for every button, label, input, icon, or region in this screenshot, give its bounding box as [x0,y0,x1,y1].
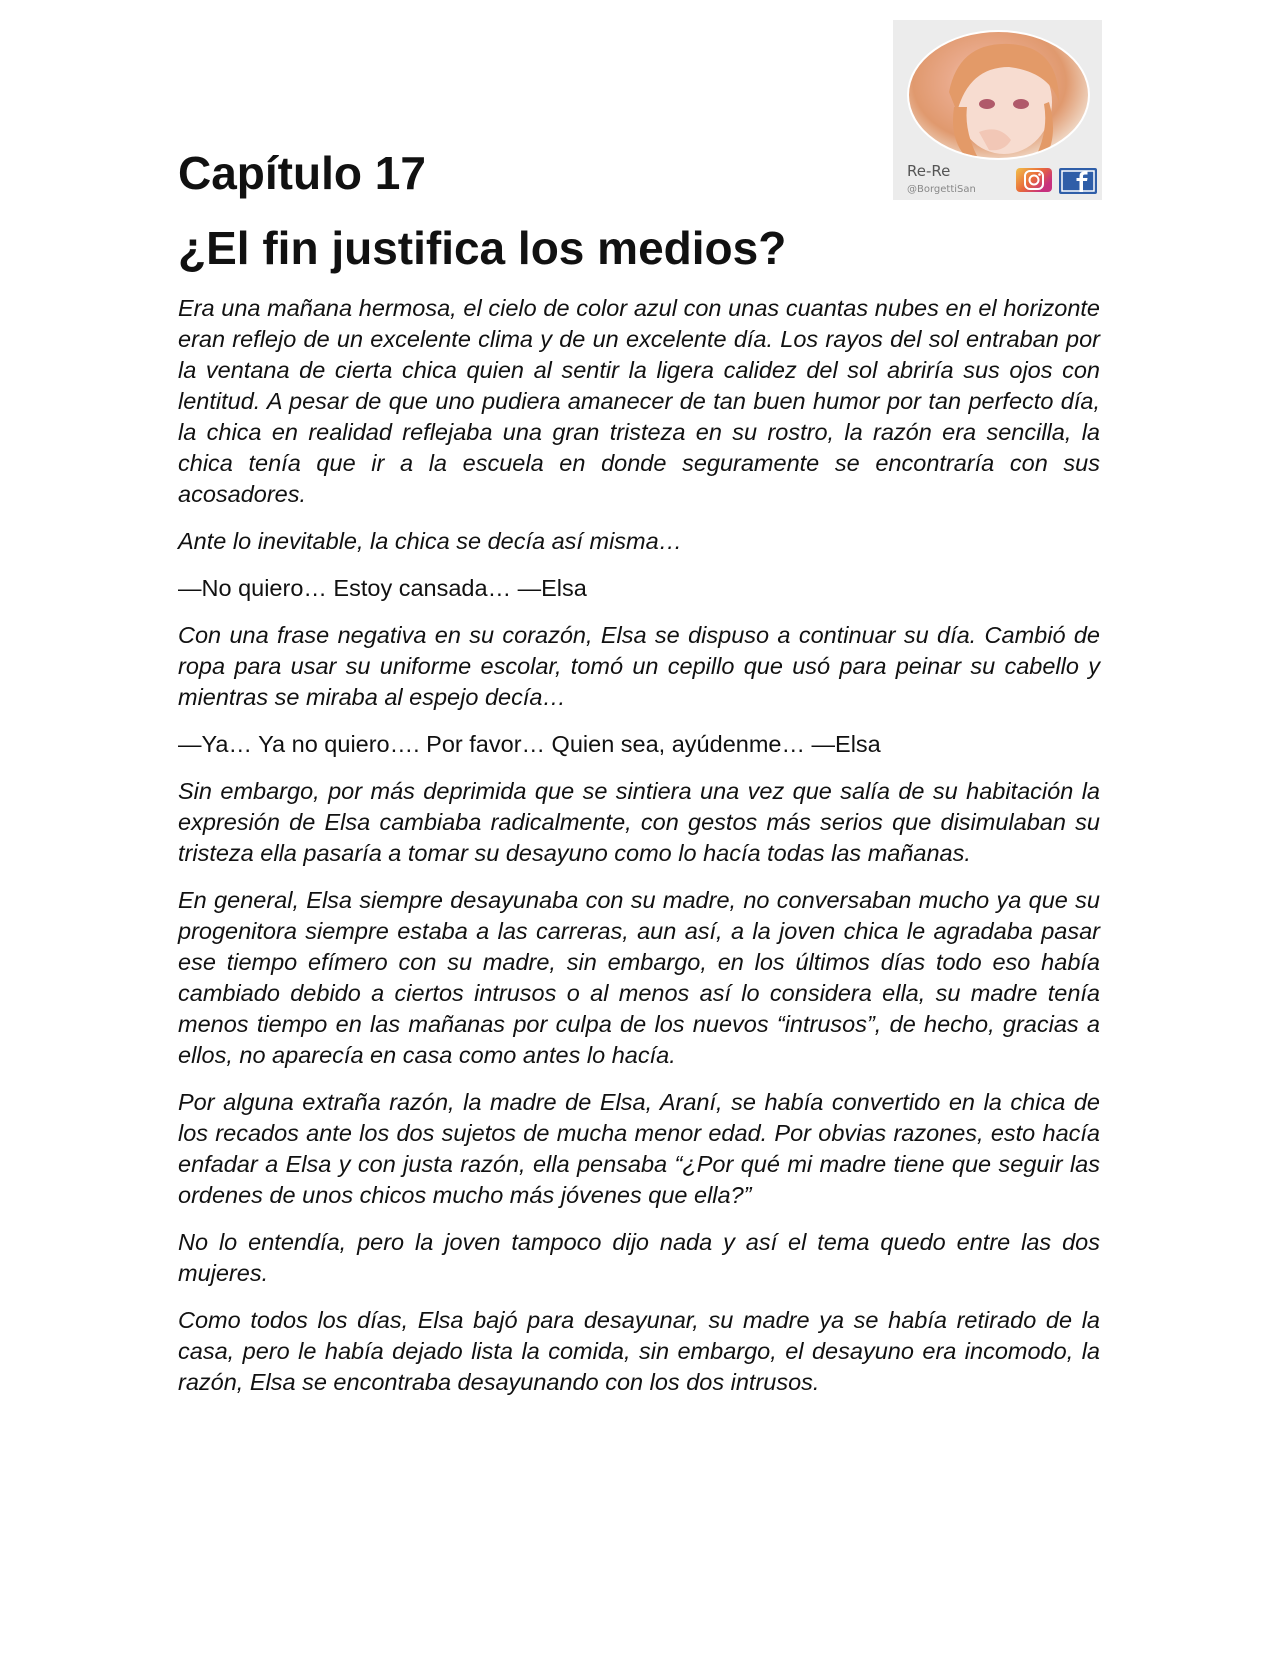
author-name: Re-Re [907,162,951,180]
paragraph: Ante lo inevitable, la chica se decía así misma… [178,528,683,554]
avatar-portrait [909,32,1090,160]
chapter-body [178,293,1100,1414]
author-badge[interactable] [893,20,1102,200]
paragraph: No lo entendía, pero la joven tampoco dijo nada y así el tema quedo entre las dos mujeres. [178,1229,1100,1286]
paragraph: En general, Elsa siempre desayunaba con su madre, no conversaban mucho ya que su progenitora siempre estaba a las carreras, aun así, a la joven chica le agradaba pasar ese tiempo efímero con su madre, sin embargo, en los últimos días todo eso había cambiado debido a ciertos intrusos o al menos así lo considera ella, su madre tenía menos tiempo en las mañanas por culpa de los nuevos “intrusos”, de hecho, gracias a ellos, no aparecía en casa como antes lo hacía. [178,887,1100,1068]
paragraph: Con una frase negativa en su corazón, Elsa se dispuso a continuar su día. Cambió de ropa para usar su uniforme escolar, tomó un cepillo que usó para peinar su cabello y mientras se miraba al espejo decía… [178,622,1100,710]
chapter-title: ¿El fin justifica los medios? [178,222,787,274]
paragraph: Era una mañana hermosa, el cielo de color azul con unas cuantas nubes en el horizonte eran reflejo de un excelente clima y de un excelente día. Los rayos del sol entraban por la ventana de cierta chica quien al sentir la ligera calidez del sol abriría sus ojos con lentitud. A pesar de que uno pudiera amanecer de tan buen humor por tan perfecto día, la chica en realidad reflejaba una gran tristeza en su rostro, la razón era sencilla, la chica tenía que ir a la escuela en donde seguramente se encontraría con sus acosadores. [178,295,1100,507]
avatar[interactable] [907,30,1090,160]
chapter-number: Capítulo 17 [178,147,426,199]
dialogue-line: —Ya… Ya no quiero…. Por favor… Quien sea, ayúdenme… —Elsa [178,731,881,757]
author-handle: @BorgettiSan [907,184,976,195]
facebook-icon[interactable] [1059,168,1097,194]
dialogue-line: —No quiero… Estoy cansada… —Elsa [178,575,587,601]
paragraph: Como todos los días, Elsa bajó para desayunar, su madre ya se había retirado de la casa, pero le había dejado lista la comida, sin embargo, el desayuno era incomodo, la razón, Elsa se encontraba desayunando con los dos intrusos. [178,1307,1100,1395]
paragraph: Sin embargo, por más deprimida que se sintiera una vez que salía de su habitación la expresión de Elsa cambiaba radicalmente, con gestos más serios que disimulaban su tristeza ella pasaría a tomar su desayuno como lo hacía todas las mañanas. [178,778,1100,866]
instagram-icon[interactable] [1016,168,1052,192]
paragraph: Por alguna extraña razón, la madre de Elsa, Araní, se había convertido en la chica de los recados ante los dos sujetos de mucha menor edad. Por obvias razones, esto hacía enfadar a Elsa y con justa razón, ella pensaba “¿Por qué mi madre tiene que seguir las ordenes de unos chicos mucho más jóvenes que ella?” [178,1089,1100,1208]
plus-icon[interactable]: + [1062,136,1090,160]
